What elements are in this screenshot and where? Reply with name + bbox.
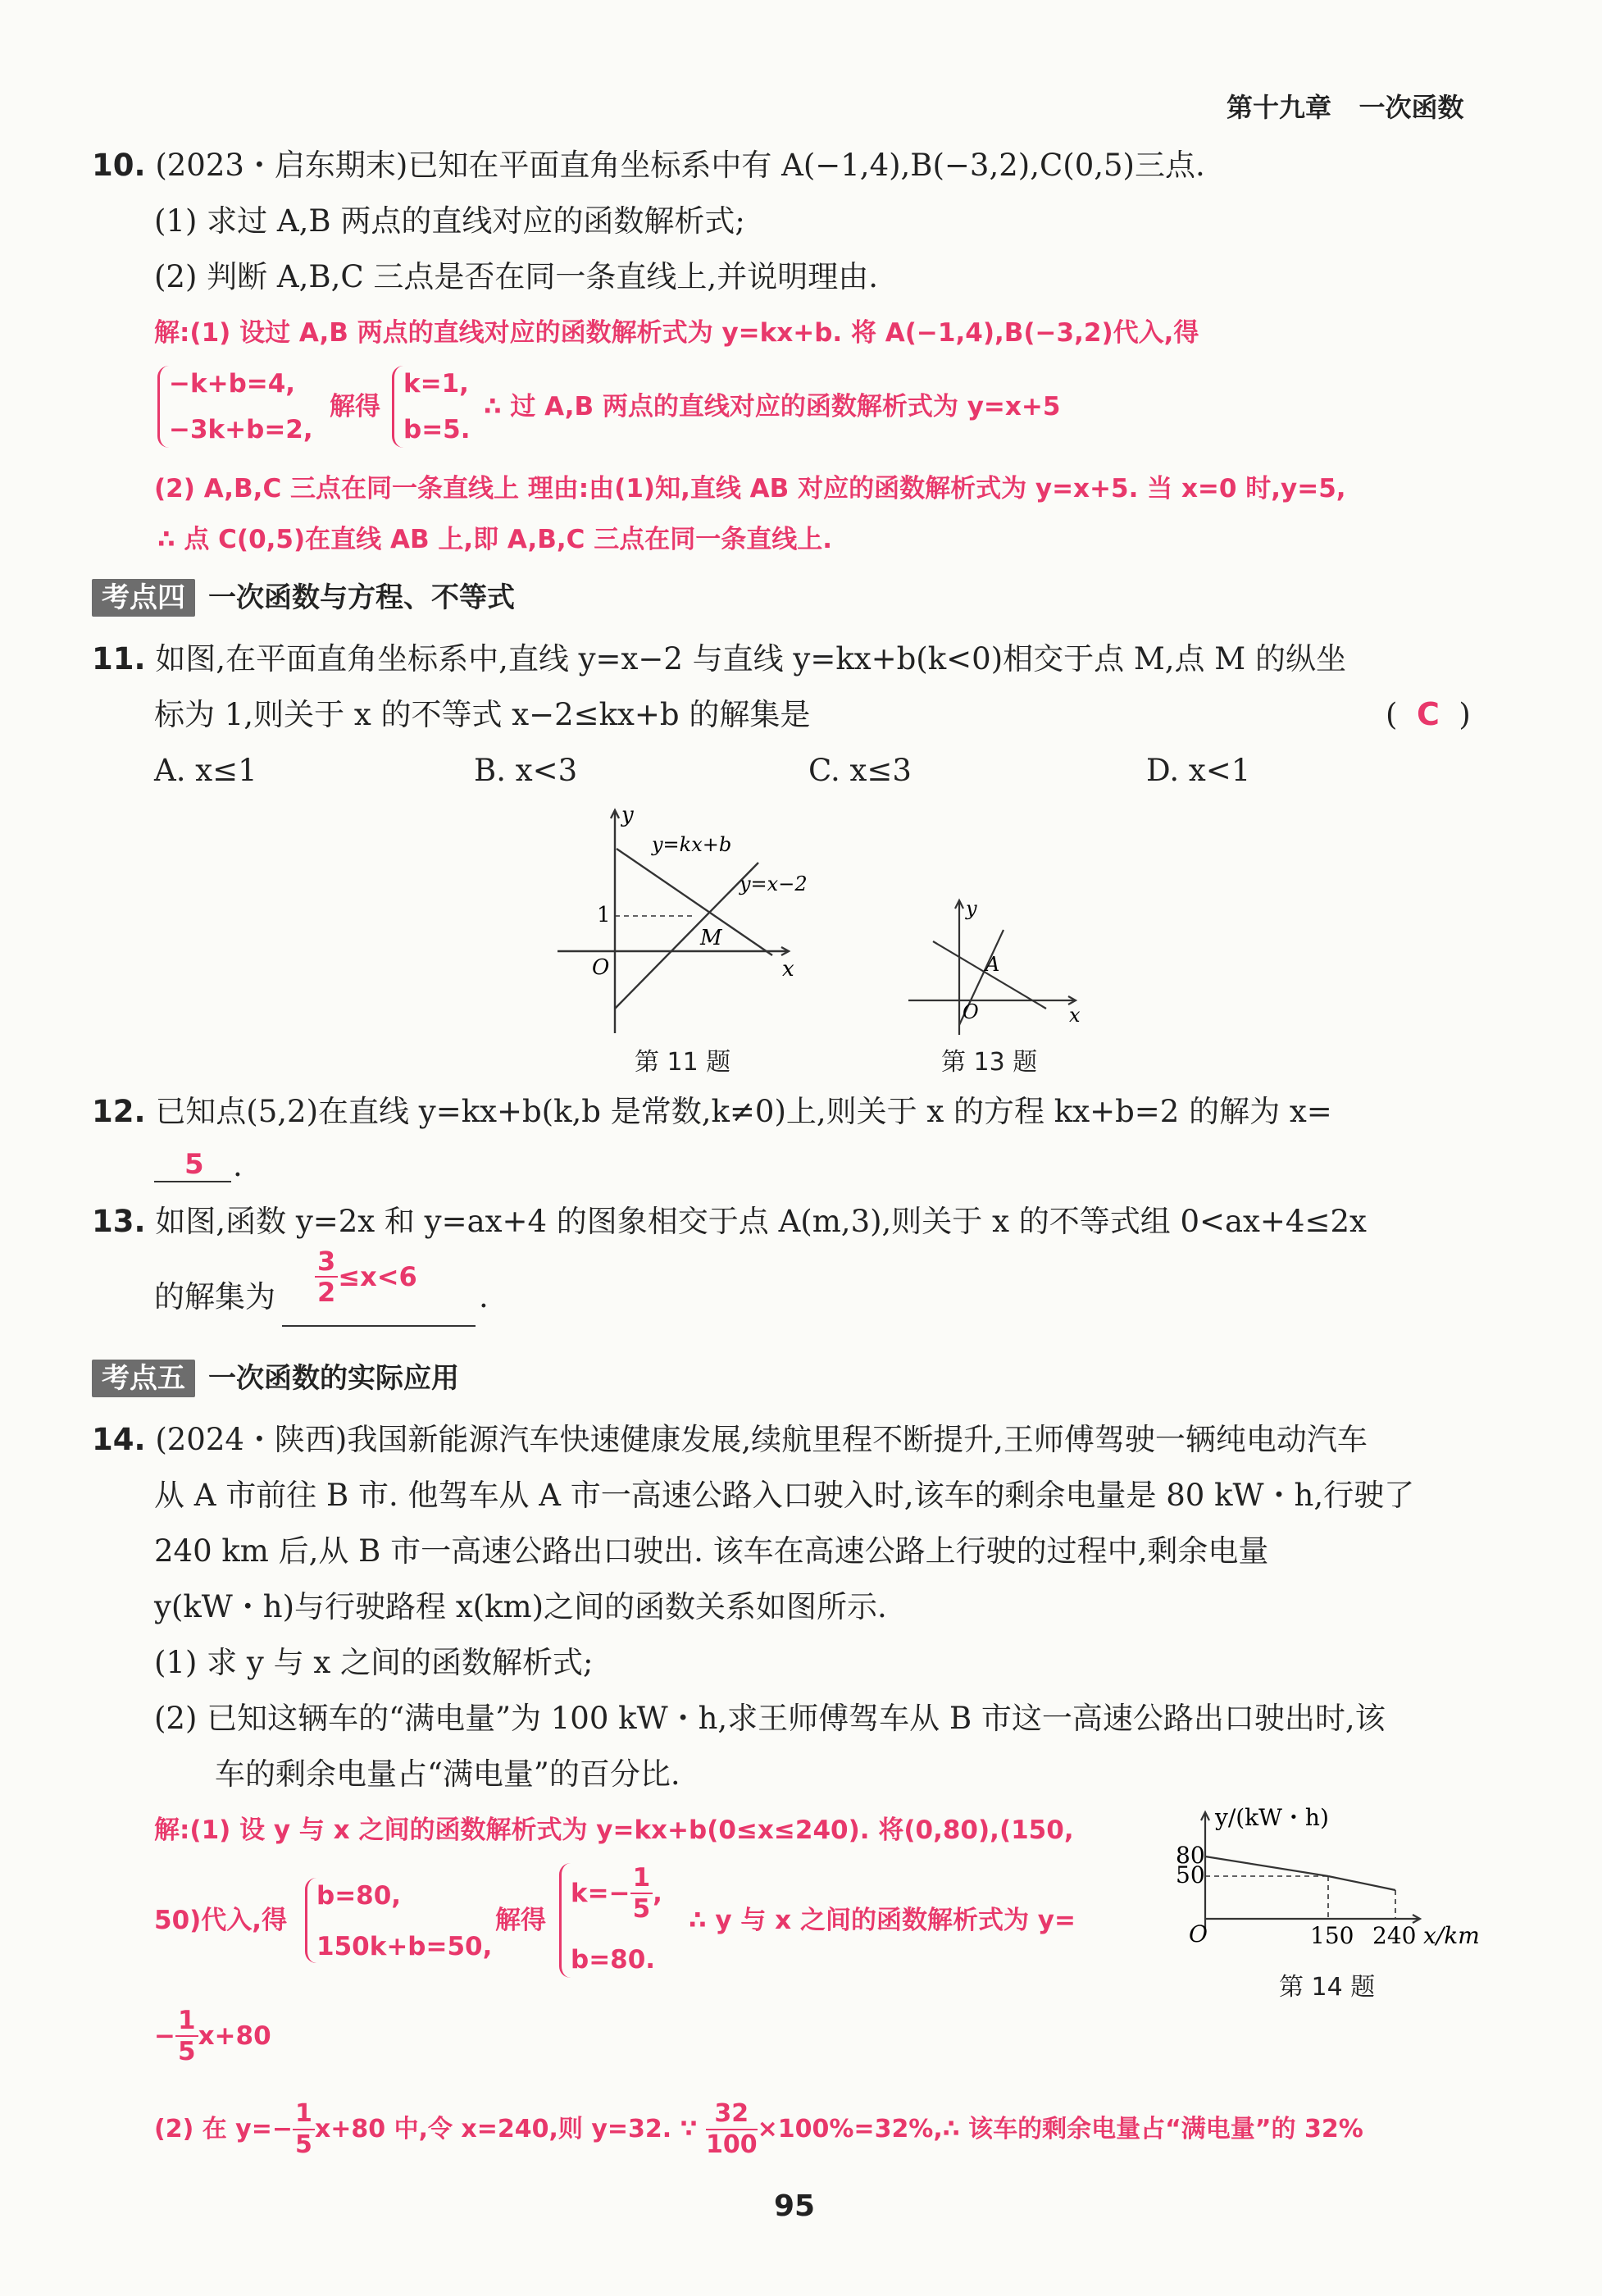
q14-a2-post: ×100%=32%,∴ 该车的剩余电量占“满电量”的 32% — [757, 2115, 1363, 2143]
q11-number: 11. — [92, 641, 146, 676]
q13-number: 13. — [92, 1204, 146, 1239]
q10-answer2-line2: ∴ 点 C(0,5)在直线 AB 上,即 A,B,C 三点在同一条直线上. — [157, 525, 832, 554]
q11-text1: 如图,在平面直角坐标系中,直线 y=x−2 与直线 y=kx+b(k<0)相交于点 M,点 M 的纵坐 — [155, 641, 1346, 676]
fig11-label-line2: y=x−2 — [740, 872, 808, 895]
q14-sol1-num: 1 — [630, 1863, 653, 1894]
section5-tag: 考点五 — [92, 1360, 195, 1397]
q14-final-post: x+80 — [198, 2021, 271, 2051]
fig11-line-kx-b — [617, 849, 772, 955]
q14-answer-line1: 解:(1) 设 y 与 x 之间的函数解析式为 y=kx+b(0≤x≤240). 将(0,80),(150, — [154, 1815, 1074, 1845]
q14-sol1-fraction — [630, 1863, 653, 1924]
q14-line2: 从 A 市前往 B 市. 他驾车从 A 市一高速公路入口驶入时,该车的剩余电量是 80 kW・h,行驶了 — [154, 1478, 1415, 1513]
q14-conclusion: ∴ y 与 x 之间的函数解析式为 y= — [689, 1906, 1076, 1935]
fig11-line-x-minus-2 — [615, 863, 758, 1009]
q10-part1: (1) 求过 A,B 两点的直线对应的函数解析式; — [154, 203, 745, 239]
q14-final-den: 5 — [177, 2037, 196, 2066]
fig14-label-y: y/(kW・h) — [1215, 1804, 1329, 1831]
q14-a2-fraction1 — [293, 2099, 315, 2160]
q14-final-pre: − — [154, 2021, 175, 2051]
fig14-tick-240: 240 — [1372, 1922, 1417, 1949]
q10-sol1: k=1, — [403, 369, 469, 399]
q13-answer-rest: ≤x<6 — [338, 1261, 417, 1292]
q14-line1 — [92, 1420, 1368, 1460]
fig13-label-a: A — [985, 953, 1000, 976]
q10-number: 10. — [92, 148, 146, 183]
q12-text: 已知点(5,2)在直线 y=kx+b(k,b 是常数,k≠0)上,则关于 x 的方程 kx+b=2 的解为 x= — [155, 1094, 1332, 1129]
q11-option-a: A. x≤1 — [154, 753, 257, 788]
fig11-label-y: y — [621, 804, 634, 827]
q14-a2-pre: (2) 在 y=− — [154, 2115, 294, 2143]
q13-prefix: 的解集为 — [154, 1279, 275, 1314]
fig13-label-y: y — [966, 897, 977, 920]
q14-sol2: b=80. — [571, 1945, 656, 1975]
q13-line1 — [92, 1202, 1367, 1241]
fig11-label-x: x — [782, 957, 794, 982]
q11-answer-bracket — [1386, 695, 1471, 735]
q10-text: (2023・启东期末)已知在平面直角坐标系中有 A(−1,4),B(−3,2),C(0,5)三点. — [155, 148, 1205, 183]
q10-answer2-line1: (2) A,B,C 三点在同一条直线上 理由:由(1)知,直线 AB 对应的函数解析式为 y=x+5. 当 x=0 时,y=5, — [154, 474, 1346, 503]
fig14-caption: 第 14 题 — [1279, 1973, 1376, 2002]
q14-sol1-den: 5 — [632, 1894, 651, 1924]
fig11-label-line1: y=kx+b — [652, 833, 732, 856]
q14-solve-label: 解得 — [495, 1906, 546, 1935]
q14-a2-f2-num: 32 — [706, 2099, 758, 2130]
fig14-label-o: O — [1189, 1920, 1208, 1947]
q13-frac-denominator: 2 — [317, 1277, 336, 1308]
q10-part2: (2) 判断 A,B,C 三点是否在同一条直线上,并说明理由. — [154, 259, 878, 294]
section4-tag: 考点四 — [92, 579, 195, 617]
q14-line3: 240 km 后,从 B 市一高速公路出口驶出. 该车在高速公路上行驶的过程中,剩余电量 — [154, 1533, 1269, 1569]
fig13-label-x: x — [1069, 1004, 1081, 1027]
section5-title: 一次函数的实际应用 — [208, 1362, 459, 1395]
fig11-label-o: O — [592, 955, 610, 980]
q10-solve-label: 解得 — [330, 392, 380, 421]
q14-a2-f1-den: 5 — [295, 2130, 312, 2159]
q11-option-b: B. x<3 — [474, 753, 578, 788]
q14-final-fraction — [175, 2006, 198, 2066]
section4-heading — [92, 579, 515, 617]
chapter-header — [1227, 87, 1463, 125]
figure-11 — [549, 804, 820, 1041]
fig11-label-m: M — [700, 926, 722, 950]
q14-a2-f1-num: 1 — [293, 2099, 315, 2130]
q11-paren-open: ( — [1386, 697, 1398, 732]
chapter-number: 第十九章 — [1227, 92, 1332, 123]
q11-answer: C — [1416, 696, 1440, 732]
q10-answer-line1: 解:(1) 设过 A,B 两点的直线对应的函数解析式为 y=kx+b. 将 A(−1,4),B(−3,2)代入,得 — [154, 318, 1199, 348]
figure-14 — [1156, 1796, 1500, 1960]
fig11-label-1: 1 — [597, 903, 611, 927]
q14-a2-mid: x+80 中,令 x=240,则 y=32. ∵ — [314, 2115, 698, 2143]
q14-answer2 — [154, 2099, 1363, 2160]
q14-final — [154, 2006, 271, 2066]
q14-answer-prefix: 50)代入,得 — [154, 1906, 288, 1935]
q12-period: . — [233, 1148, 243, 1183]
section5-heading — [92, 1360, 459, 1397]
chapter-title: 一次函数 — [1359, 92, 1464, 123]
q13-period: . — [479, 1279, 489, 1314]
fig14-tick-150: 150 — [1310, 1922, 1354, 1949]
q14-eq1: b=80, — [316, 1881, 402, 1911]
q14-part1: (1) 求 y 与 x 之间的函数解析式; — [154, 1645, 594, 1680]
fig14-label-x: x/km — [1423, 1922, 1480, 1949]
q13-text: 如图,函数 y=2x 和 y=ax+4 的图象相交于点 A(m,3),则关于 x 的不等式组 0<ax+4≤2x — [155, 1204, 1367, 1239]
fig13-label-o: O — [963, 1000, 979, 1023]
fig14-line-seg1 — [1205, 1856, 1328, 1876]
q12-answer: 5 — [184, 1148, 204, 1181]
fig14-tick-80: 80 — [1176, 1842, 1205, 1869]
q14-sol1 — [571, 1863, 662, 1924]
q14-number: 14. — [92, 1422, 146, 1457]
q10-conclusion: ∴ 过 A,B 两点的直线对应的函数解析式为 y=x+5 — [484, 392, 1061, 421]
q14-sol1-pre: k=− — [571, 1879, 630, 1908]
q10-sol2: b=5. — [403, 415, 471, 444]
q14-line4: y(kW・h)与行驶路程 x(km)之间的函数关系如图所示. — [154, 1589, 887, 1624]
q12-line1 — [92, 1092, 1332, 1132]
q11-option-d: D. x<1 — [1146, 753, 1251, 788]
q13-answer — [315, 1246, 417, 1307]
q14-part2-line1: (2) 已知这辆车的“满电量”为 100 kW・h,求王师傅驾车从 B 市这一高速公路出口驶出时,该 — [154, 1701, 1386, 1736]
q10-eq1: −k+b=4, — [169, 369, 296, 399]
q11-option-c: C. x≤3 — [808, 753, 912, 788]
figure-13 — [902, 886, 1099, 1041]
q14-final-num: 1 — [175, 2006, 198, 2037]
q12-answer-line — [154, 1181, 231, 1182]
q11-line1 — [92, 640, 1346, 679]
q11-line2: 标为 1,则关于 x 的不等式 x−2≤kx+b 的解集是 — [154, 697, 811, 732]
q14-text1: (2024・陕西)我国新能源汽车快速健康发展,续航里程不断提升,王师傅驾驶一辆纯电动汽车 — [155, 1422, 1368, 1457]
q14-a2-fraction2 — [706, 2099, 758, 2160]
fig14-tick-50: 50 — [1176, 1861, 1205, 1888]
q10-eq2: −3k+b=2, — [169, 415, 313, 444]
q10-stem — [92, 146, 1205, 185]
q12-number: 12. — [92, 1094, 146, 1129]
q11-paren-close: ) — [1459, 697, 1471, 732]
q13-answer-fraction — [315, 1246, 338, 1307]
fig13-caption: 第 13 题 — [941, 1048, 1038, 1077]
q14-sol1-post: , — [653, 1879, 662, 1908]
page-number: 95 — [774, 2189, 816, 2223]
q13-answer-line — [282, 1325, 476, 1327]
q14-eq2: 150k+b=50, — [316, 1932, 493, 1961]
q13-frac-numerator: 3 — [315, 1246, 338, 1278]
section4-title: 一次函数与方程、不等式 — [208, 581, 515, 614]
q14-a2-f2-den: 100 — [705, 2130, 758, 2159]
fig14-line-seg2 — [1328, 1876, 1395, 1890]
fig11-caption: 第 11 题 — [635, 1048, 731, 1077]
q14-part2-line2: 车的剩余电量占“满电量”的百分比. — [215, 1756, 680, 1792]
